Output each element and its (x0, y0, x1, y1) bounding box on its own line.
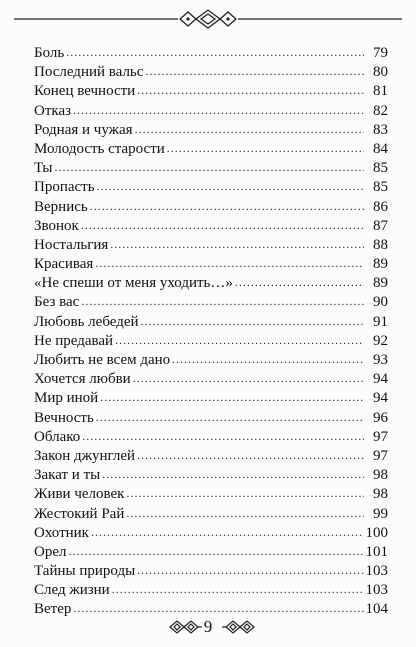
table-of-contents (34, 44, 388, 620)
toc-entry-title: Мир иной (34, 390, 99, 407)
toc-entry-page: 90 (373, 294, 388, 311)
toc-entry (34, 447, 388, 466)
toc-entry-page: 97 (373, 428, 388, 445)
toc-entry (34, 313, 388, 332)
toc-entry (34, 236, 388, 255)
toc-entry-page: 79 (373, 45, 388, 61)
toc-entry (34, 370, 388, 389)
toc-entry (34, 121, 388, 140)
toc-entry-page: 98 (373, 486, 388, 503)
dot-leader (115, 331, 364, 350)
toc-entry-title: Не предавай (34, 332, 114, 349)
dot-leader (90, 197, 364, 216)
toc-entry (34, 217, 388, 236)
toc-entry (34, 351, 388, 370)
toc-entry-title: Вечность (34, 409, 94, 426)
toc-entry-page: 98 (373, 467, 388, 484)
toc-entry-page: 88 (373, 236, 388, 253)
toc-entry-title: Закат и ты (34, 467, 101, 484)
toc-entry (34, 543, 388, 562)
dot-leader (133, 369, 364, 388)
toc-entry-page: 93 (373, 352, 388, 368)
toc-entry (34, 581, 388, 600)
header-ornament (0, 8, 416, 30)
toc-entry-page: 104 (365, 601, 388, 618)
toc-entry (34, 524, 388, 543)
dot-leader (126, 504, 364, 523)
ornament-divider-icon (0, 8, 416, 30)
toc-entry (34, 274, 388, 293)
toc-entry-title: Хочется любви (34, 371, 131, 388)
toc-entry-title: Молодость старости (34, 140, 165, 157)
toc-entry-title: Закон джунглей (34, 447, 136, 464)
toc-entry-title: Последний вальс (34, 64, 144, 81)
toc-entry (34, 466, 388, 485)
toc-entry (34, 198, 388, 217)
dot-leader (137, 446, 364, 465)
toc-entry-title: Ностальгия (34, 236, 109, 253)
toc-entry (34, 255, 388, 274)
toc-entry-page: 86 (373, 198, 388, 215)
dot-leader (96, 408, 364, 427)
toc-entry-page: 94 (373, 390, 388, 407)
toc-entry (34, 102, 388, 121)
toc-entry (34, 140, 388, 159)
dot-leader (235, 273, 364, 292)
toc-entry-title: След жизни (34, 582, 110, 599)
toc-entry (34, 505, 388, 524)
toc-entry (34, 428, 388, 447)
dot-leader (82, 427, 364, 446)
toc-entry-page: 91 (373, 313, 388, 330)
toc-entry-title: Звонок (34, 217, 79, 234)
toc-entry-page: 83 (373, 121, 388, 138)
toc-entry-title: Пропасть (34, 179, 95, 196)
toc-entry-title: Тайны природы (34, 563, 136, 580)
toc-entry-title: Родная и чужая (34, 121, 133, 138)
dot-leader (145, 62, 364, 81)
toc-entry-title: Конец вечности (34, 83, 136, 100)
toc-entry-page: 96 (373, 409, 388, 426)
dot-leader (100, 388, 364, 407)
toc-entry-page: 94 (373, 371, 388, 388)
page-footer (0, 616, 416, 638)
toc-entry-title: Любовь лебедей (34, 313, 139, 330)
toc-entry-page: 87 (373, 217, 388, 234)
toc-entry (34, 44, 388, 63)
toc-entry-page: 80 (373, 64, 388, 81)
dot-leader (102, 465, 364, 484)
toc-entry (34, 409, 388, 428)
toc-entry-title: Любить не всем дано (34, 352, 171, 368)
toc-entry-page: 89 (373, 256, 388, 273)
dot-leader (55, 158, 365, 177)
page-number: 9 (203, 617, 213, 636)
dot-leader (97, 177, 364, 196)
toc-entry-title: Ветер (34, 601, 72, 618)
dot-leader (112, 580, 364, 599)
toc-entry-page: 103 (365, 582, 388, 599)
toc-entry-title: Облако (34, 428, 81, 445)
toc-entry-page: 85 (373, 179, 388, 196)
toc-entry-page: 81 (373, 83, 388, 100)
dot-leader (73, 101, 364, 120)
toc-entry (34, 293, 388, 312)
toc-entry-title: Отказ (34, 102, 72, 119)
dot-leader (126, 484, 364, 503)
toc-entry (34, 485, 388, 504)
dot-leader (95, 254, 364, 273)
toc-entry-title: Живи человек (34, 486, 125, 503)
dot-leader (81, 292, 364, 311)
dot-leader (66, 43, 364, 62)
toc-entry-title: Красивая (34, 256, 94, 273)
toc-entry (34, 332, 388, 351)
toc-entry-page: 84 (373, 140, 388, 157)
toc-entry (34, 562, 388, 581)
ornament-knot-icon (222, 620, 256, 634)
toc-entry (34, 63, 388, 82)
toc-entry-page: 92 (373, 332, 388, 349)
toc-entry (34, 389, 388, 408)
dot-leader (91, 523, 364, 542)
toc-entry-title: «Не спеши от меня уходить…» (34, 275, 233, 292)
dot-leader (172, 350, 364, 369)
dot-leader (141, 312, 364, 331)
toc-entry (34, 178, 388, 197)
dot-leader (68, 542, 363, 561)
toc-entry-title: Вернись (34, 198, 88, 215)
dot-leader (167, 139, 364, 158)
dot-leader (110, 235, 364, 254)
toc-entry-page: 97 (373, 447, 388, 464)
toc-entry-title: Без вас (34, 294, 80, 311)
dot-leader (137, 81, 364, 100)
toc-entry-title: Боль (34, 45, 65, 61)
toc-entry-page: 85 (373, 160, 388, 177)
toc-entry-page: 100 (365, 524, 388, 541)
toc-entry-title: Охотник (34, 524, 89, 541)
toc-entry-page: 89 (373, 275, 388, 292)
toc-entry-title: Орел (34, 543, 67, 560)
dot-leader (135, 120, 364, 139)
toc-entry-page: 103 (365, 563, 388, 580)
dot-leader (81, 216, 364, 235)
dot-leader (137, 561, 363, 580)
toc-entry-page: 99 (373, 505, 388, 522)
toc-entry-title: Жестокий Рай (34, 505, 125, 522)
toc-entry (34, 159, 388, 178)
toc-entry (34, 82, 388, 101)
toc-entry-title: Ты (34, 160, 53, 177)
toc-entry-page: 82 (373, 102, 388, 119)
toc-entry-page: 101 (365, 543, 388, 560)
